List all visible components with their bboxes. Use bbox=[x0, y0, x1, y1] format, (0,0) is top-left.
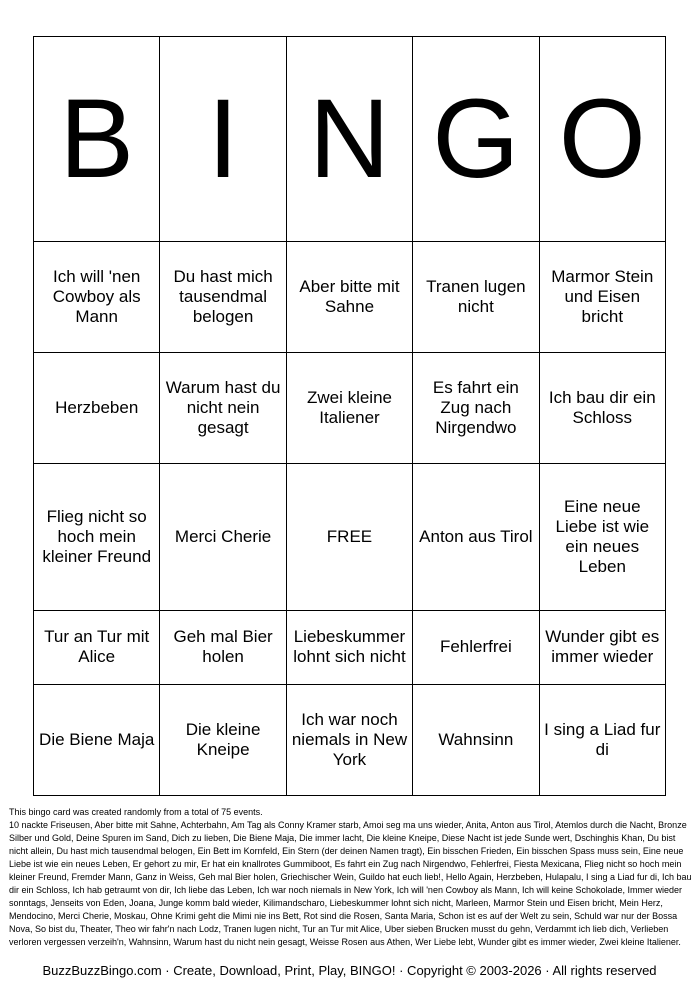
bingo-cell: Tur an Tur mit Alice bbox=[34, 610, 160, 684]
bingo-cell: Wahnsinn bbox=[413, 685, 539, 796]
bingo-cell: Die Biene Maja bbox=[34, 685, 160, 796]
footer-intro: This bingo card was created randomly from a total of 75 events. bbox=[9, 807, 263, 817]
bingo-cell: Wunder gibt es immer wieder bbox=[539, 610, 665, 684]
bingo-cell: Anton aus Tirol bbox=[413, 463, 539, 610]
header-letter-o: O bbox=[539, 37, 665, 242]
header-letter-i: I bbox=[160, 37, 286, 242]
bingo-cell: Geh mal Bier holen bbox=[160, 610, 286, 684]
header-letter-n: N bbox=[286, 37, 412, 242]
bingo-cell: Eine neue Liebe ist wie ein neues Leben bbox=[539, 463, 665, 610]
event-list-footer bbox=[9, 806, 693, 949]
footer-event-list: 10 nackte Friseusen, Aber bitte mit Sahne, Achterbahn, Am Tag als Conny Kramer starb, Amoi seg ma uns wieder, Anita, Anton aus Tirol, Atemlos durch die Nacht, Bronze Silber und Gold, Deine Spuren im Sand, Dich zu lieben, Die Biene Maja, Die immer lacht, Die kleine Kneipe, Diese Nacht ist jede Sunde wert, Dschinghis Khan, Du bist nicht allein, Du hast mich tausendmal belogen, Ein Bett im Kornfeld, Ein Stern (der deinen Namen tragt), Ein bisschen Frieden, Ein bisschen Spass muss sein, Eine neue Liebe ist wie ein neues Leben, Er gehort zu mir, Er hat ein knallrotes Gummiboot, Es fahrt ein Zug nach Nirgendwo, Fehlerfrei, Fiesta Mexicana, Flieg nicht so hoch mein kleiner Freund, Fremder Mann, Ganz in Weiss, Geh mal Bier holen, Griechischer Wein, Guildo hat euch lieb!, Hello Again, Herzbeben, Hulapalu, I sing a Liad fur di, Ich bau dir ein Schloss, Ich hab getraumt von dir, Ich liebe das Leben, Ich war noch niemals in New York, Ich will 'nen Cowboy als Mann, Ich will keine Schokolade, Immer wieder sonntags, Jenseits von Eden, Joana, Junge komm bald wieder, Kilimandscharo, Liebeskummer lohnt sich nicht, Marleen, Marmor Stein und Eisen bricht, Mein Herz, Mendocino, Merci Cherie, Moskau, Ohne Krimi geht die Mimi nie ins Bett, Rot sind die Rosen, Santa Maria, Schon ist es auf der Welt zu sein, Schuld war nur der Bossa Nova, So bist du, Theater, Theo wir fahr'n nach Lodz, Tranen lugen nicht, Tur an Tur mit Alice, Uber sieben Brucken musst du gehn, Verdammt ich lieb dich, Verlieben verloren vergessen verzeih'n, Wahnsinn, Warum hast du nicht nein gesagt, Weisse Rosen aus Athen, Wer Liebe lebt, Wunder gibt es immer wieder, Zwei kleine Italiener. bbox=[9, 820, 692, 947]
site-credit: BuzzBuzzBingo.com · Create, Download, Print, Play, BINGO! · Copyright © 2003-2026 · All rights reserved bbox=[42, 963, 657, 978]
bingo-cell: Marmor Stein und Eisen bricht bbox=[539, 242, 665, 353]
bingo-row-2 bbox=[34, 352, 666, 463]
bingo-cell: Tranen lugen nicht bbox=[413, 242, 539, 353]
bingo-cell: Ich war noch niemals in New York bbox=[286, 685, 412, 796]
bingo-cell: Zwei kleine Italiener bbox=[286, 352, 412, 463]
bingo-card bbox=[33, 36, 666, 796]
bingo-cell: Warum hast du nicht nein gesagt bbox=[160, 352, 286, 463]
bingo-cell: Merci Cherie bbox=[160, 463, 286, 610]
bingo-cell: I sing a Liad fur di bbox=[539, 685, 665, 796]
bingo-header-row bbox=[34, 37, 666, 242]
bingo-row-5 bbox=[34, 685, 666, 796]
bingo-row-1 bbox=[34, 242, 666, 353]
bingo-cell: Es fahrt ein Zug nach Nirgendwo bbox=[413, 352, 539, 463]
header-letter-b: B bbox=[34, 37, 160, 242]
bingo-cell: Die kleine Kneipe bbox=[160, 685, 286, 796]
bingo-cell: Liebeskummer lohnt sich nicht bbox=[286, 610, 412, 684]
bingo-row-3 bbox=[34, 463, 666, 610]
bingo-cell: Fehlerfrei bbox=[413, 610, 539, 684]
header-letter-g: G bbox=[413, 37, 539, 242]
bingo-row-4 bbox=[34, 610, 666, 684]
bingo-cell: Herzbeben bbox=[34, 352, 160, 463]
bingo-cell: Flieg nicht so hoch mein kleiner Freund bbox=[34, 463, 160, 610]
bingo-cell: Ich bau dir ein Schloss bbox=[539, 352, 665, 463]
bingo-cell: Aber bitte mit Sahne bbox=[286, 242, 412, 353]
bingo-cell: Ich will 'nen Cowboy als Mann bbox=[34, 242, 160, 353]
bingo-cell: Du hast mich tausendmal belogen bbox=[160, 242, 286, 353]
free-space-cell: FREE bbox=[286, 463, 412, 610]
